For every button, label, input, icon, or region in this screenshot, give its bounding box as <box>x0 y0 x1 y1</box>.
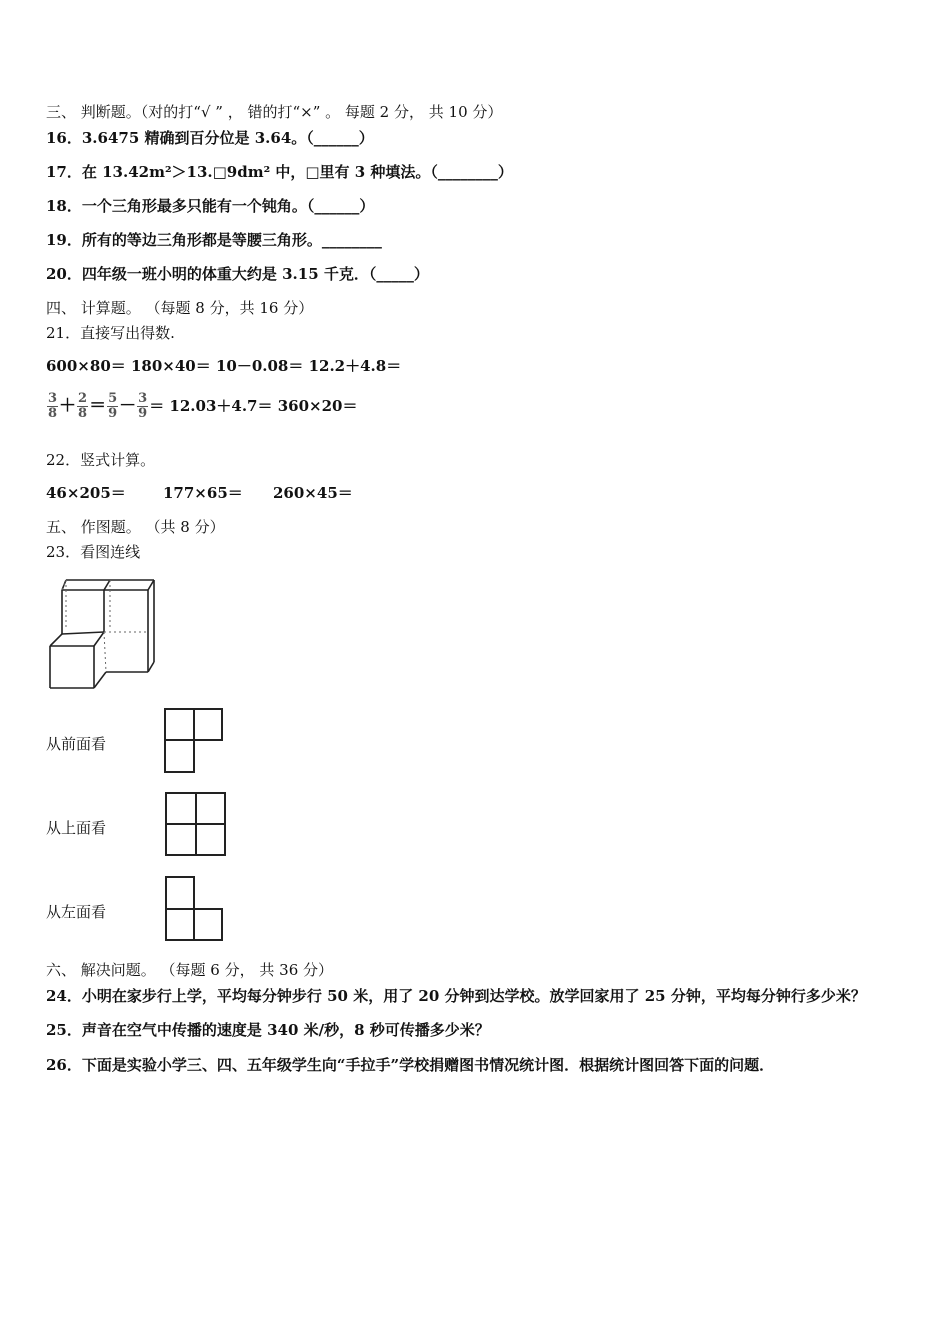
question-25: 25．声音在空气中传播的速度是 340 米/秒，8 秒可传播多少米？ <box>46 1021 490 1039</box>
question-21: 21．直接写出得数. <box>46 324 175 342</box>
plus-sign: ＋ <box>59 396 77 416</box>
calc-row-1: 600×80＝ 180×40＝ 10－0.08＝ 12.2＋4.8＝ <box>46 357 402 375</box>
question-23: 23．看图连线 <box>46 543 141 561</box>
question-19: 19．所有的等边三角形都是等腰三角形。________ <box>46 231 382 249</box>
section-3-header: 三、 判断题。（对的打“√ ” ， 错的打“×” 。 每题 2 分， 共 10 分） <box>46 103 503 121</box>
fraction-2-numerator: 2 <box>78 390 88 406</box>
fraction-1-denominator: 8 <box>48 405 58 421</box>
view-label-left: 从左面看 <box>46 903 107 921</box>
fraction-3-numerator: 5 <box>108 390 118 406</box>
cube-figure <box>44 574 160 690</box>
question-17: 17．在 13.42m²＞13.□9dm² 中，□里有 3 种填法。（________） <box>46 163 513 181</box>
fraction-2 <box>77 392 88 421</box>
calc-row-2-tail: ＝ 12.03＋4.7＝ 360×20＝ <box>149 397 358 415</box>
fraction-3-denominator: 9 <box>108 405 118 421</box>
section-5-header: 五、 作图题。 （共 8 分） <box>46 518 225 536</box>
fraction-4 <box>137 392 148 421</box>
question-20: 20．四年级一班小明的体重大约是 3.15 千克．（_____） <box>46 265 429 283</box>
calc-row-2 <box>46 389 357 422</box>
view-label-top: 从上面看 <box>46 819 107 837</box>
question-22: 22．竖式计算。 <box>46 451 156 469</box>
fraction-1-numerator: 3 <box>48 390 58 406</box>
fraction-2-denominator: 8 <box>78 405 88 421</box>
section-4-header: 四、 计算题。 （每题 8 分，共 16 分） <box>46 299 314 317</box>
section-6-header: 六、 解决问题。 （每题 6 分， 共 36 分） <box>46 961 334 979</box>
question-26: 26．下面是实验小学三、四、五年级学生向“手拉手”学校捐赠图书情况统计图．根据统计图回答下面的问题． <box>46 1056 775 1074</box>
equals-sign: ＝ <box>89 396 107 416</box>
question-24: 24．小明在家步行上学，平均每分钟步行 50 米，用了 20 分钟到达学校。放学回家用了 25 分钟，平均每分钟行多少米？ <box>46 987 866 1005</box>
front-view-grid <box>163 706 225 774</box>
question-18: 18．一个三角形最多只能有一个钝角。（______） <box>46 197 375 215</box>
left-view-grid <box>163 874 225 942</box>
top-view-grid <box>163 790 229 858</box>
question-16: 16．3.6475 精确到百分位是 3.64。（______） <box>46 129 374 147</box>
fraction-3 <box>107 392 118 421</box>
vertical-calc-1: 46×205＝ <box>46 484 126 502</box>
fraction-1 <box>47 392 58 421</box>
minus-sign: － <box>119 396 137 416</box>
vertical-calc-2: 177×65＝ <box>163 484 243 502</box>
vertical-calc-3: 260×45＝ <box>273 484 353 502</box>
view-label-front: 从前面看 <box>46 735 107 753</box>
fraction-4-numerator: 3 <box>138 390 148 406</box>
fraction-4-denominator: 9 <box>138 405 148 421</box>
